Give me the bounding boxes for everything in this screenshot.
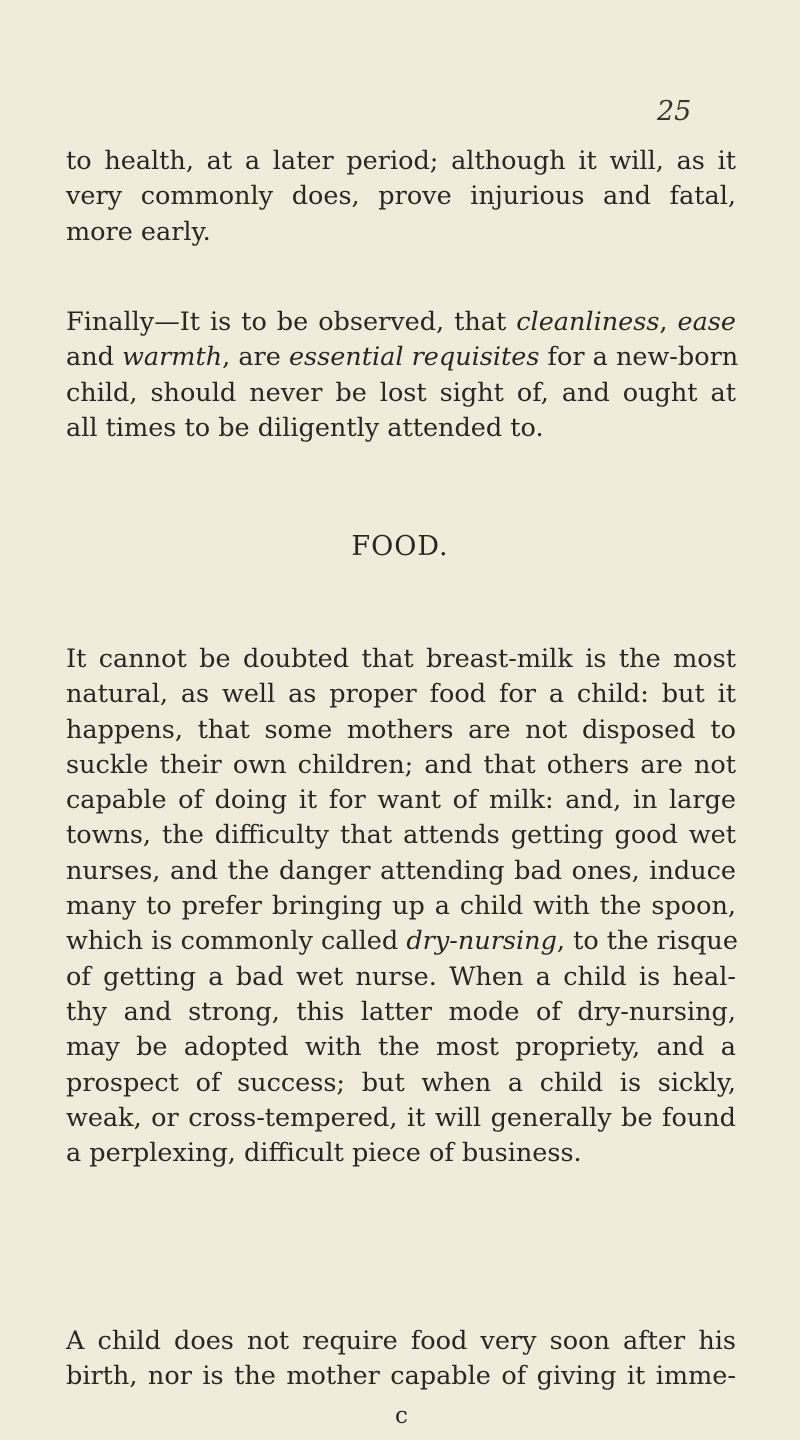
section-heading: FOOD. [351, 531, 449, 562]
emphasis-essential-requisites: essential requisites [288, 342, 540, 373]
text-line [66, 340, 739, 375]
paragraph-continuation [66, 144, 736, 250]
text-line: a perplexing, difficult piece of business. [66, 1138, 582, 1169]
page-number: 25 [657, 96, 692, 127]
text-line: birth, nor is the mother capable of giving it imme- [66, 1361, 736, 1392]
text-line: all times to be diligently attended to. [66, 412, 544, 443]
paragraph-food [66, 642, 736, 1171]
text-line: A child does not require food very soon after his [66, 1326, 736, 1356]
text-run: , to the risque [556, 926, 738, 957]
text-run: for a new-born [539, 342, 739, 373]
signature-mark: c [395, 1403, 408, 1429]
paragraph-child-food [66, 1324, 736, 1395]
emphasis-cleanliness: cleanliness [516, 307, 660, 337]
text-line: of getting a bad wet nurse. When a child is heal- [66, 961, 736, 992]
text-line: child, should never be lost sight of, and ought at [66, 377, 736, 408]
text-line: weak, or cross-tempered, it will generally be found [66, 1102, 736, 1133]
text-line: to health, at a later period; although it will, as it [66, 146, 736, 176]
emphasis-warmth: warmth [122, 342, 223, 373]
text-line: It cannot be doubted that breast-milk is the most [66, 644, 736, 674]
text-run: , [659, 307, 678, 337]
emphasis-dry-nursing: dry-nursing [406, 926, 557, 957]
text-line: thy and strong, this latter mode of dry-nursing, [66, 996, 736, 1027]
text-line: nurses, and the danger attending bad ones, induce [66, 855, 736, 886]
text-line: more early. [66, 216, 211, 247]
text-line: very commonly does, prove injurious and fatal, [66, 181, 736, 212]
text-line: many to prefer bringing up a child with the spoon, [66, 891, 736, 922]
text-line [66, 305, 736, 340]
text-line: natural, as well as proper food for a child: but it [66, 679, 736, 710]
text-run: , are [222, 342, 289, 373]
paragraph-finally [66, 305, 739, 446]
text-line: prospect of success; but when a child is sickly, [66, 1067, 736, 1098]
text-run: Finally—It is to be observed, that [66, 307, 517, 337]
text-run: which is commonly called [66, 926, 407, 957]
text-line: may be adopted with the most propriety, and a [66, 1032, 736, 1063]
text-line [66, 924, 736, 959]
text-line: suckle their own children; and that others are not [66, 749, 736, 780]
text-line: capable of doing it for want of milk: and, in large [66, 785, 736, 816]
text-line: happens, that some mothers are not disposed to [66, 714, 736, 745]
emphasis-ease: ease [677, 307, 736, 337]
text-line: towns, the difficulty that attends getting good wet [66, 820, 736, 851]
text-run: and [66, 342, 123, 373]
